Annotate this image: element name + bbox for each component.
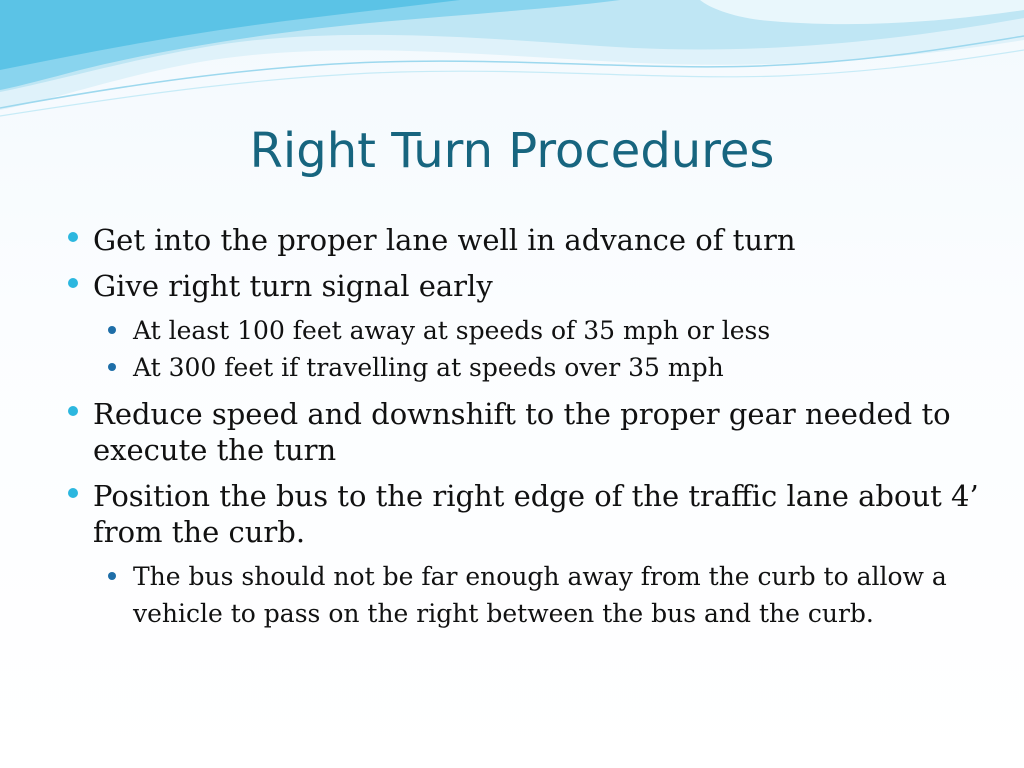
sub-bullet-item (103, 558, 982, 632)
bullet-list (62, 222, 982, 642)
bullet-item (62, 222, 982, 258)
sub-bullet-text: At 300 feet if travelling at speeds over 35 mph (133, 353, 724, 382)
bullet-text: Give right turn signal early (93, 269, 493, 303)
sub-bullet-item (103, 349, 982, 386)
bullet-item (62, 396, 982, 468)
bullet-text: Position the bus to the right edge of the traffic lane about 4’ from the curb. (93, 479, 979, 549)
bullet-dot-icon (68, 406, 78, 416)
bullet-text: Get into the proper lane well in advance of turn (93, 223, 796, 257)
sub-bullet-text: At least 100 feet away at speeds of 35 mph or less (133, 316, 771, 345)
bullet-item (62, 478, 982, 632)
bullet-dot-icon (68, 488, 78, 498)
sub-bullet-dot-icon (108, 363, 116, 371)
bullet-item (62, 268, 982, 386)
sub-bullet-dot-icon (108, 326, 116, 334)
bullet-dot-icon (68, 278, 78, 288)
sub-bullet-text: The bus should not be far enough away from the curb to allow a vehicle to pass on the right between the bus and the curb. (133, 562, 947, 628)
bullet-text: Reduce speed and downshift to the proper gear needed to execute the turn (93, 397, 951, 467)
bullet-dot-icon (68, 232, 78, 242)
sub-bullet-item (103, 312, 982, 349)
header-wave-decoration (0, 0, 1024, 130)
sub-bullet-list (103, 312, 982, 386)
slide-title: Right Turn Procedures (249, 123, 775, 179)
sub-bullet-dot-icon (108, 572, 116, 580)
sub-bullet-list (103, 558, 982, 632)
